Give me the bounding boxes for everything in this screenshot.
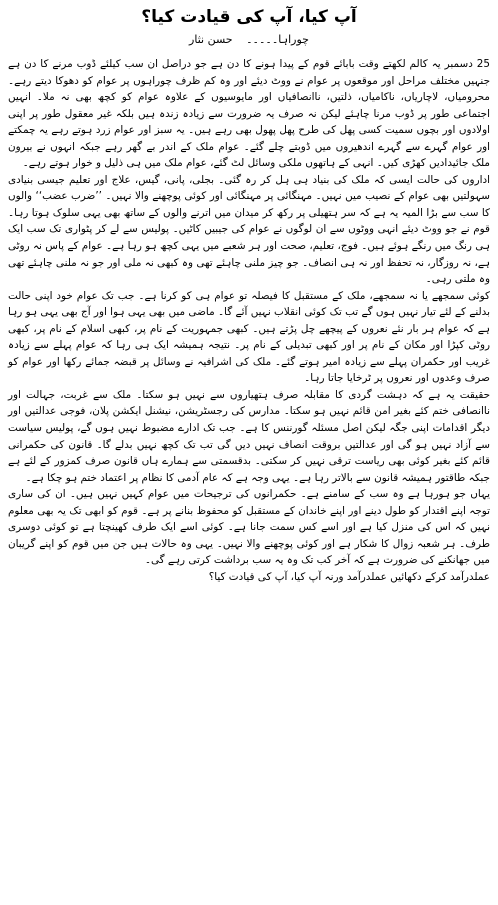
- byline: [8, 32, 490, 56]
- article-paragraph: یہاں جو ہورہا ہے وہ سب کے سامنے ہے۔ حکمرانوں کی ترجیحات میں عوام کہیں نہیں ہیں۔ ان کی ساری توجہ اپنے اقتدار کو طول دینے اور اپنے خاندان کے مستقبل کو محفوظ بنانے پر ہے۔ قوم کو ابھی تک یہ بھی معلوم نہیں کہ اس کی منزل کیا ہے اور اسے کس سمت جانا ہے۔ کوئی اسے ایک طرف کھینچتا ہے تو کوئی دوسری طرف۔ ہر شعبہ زوال کا شکار ہے اور کوئی پوچھنے والا نہیں۔ یہی وہ حالات ہیں جن میں قوم کو اپنے گریبان میں جھانکنے کی ضرورت ہے کہ آخر کب تک وہ یہ سب برداشت کرتی رہے گی۔: [8, 488, 490, 567]
- author-name: حسن نثار: [189, 33, 233, 46]
- article-paragraph: 25 دسمبر یہ کالم لکھتے وقت بابائے قوم کے پیدا ہونے کا دن ہے جو دراصل ان سب کیلئے ڈوب مرنے کا دن ہے جنہیں مختلف مراحل اور موقعوں پر عوام نے ووٹ دیئے اور وہ کم ظرف چوراہوں پر عوام کو دھوکا دیتے رہے۔ محرومیاں، لاچاریاں، ناکامیاں، ذلتیں، ناانصافیاں اور مایوسیوں کے علاوہ عوام کو کچھ بھی نہ ملا۔ انہیں اجتماعی طور پر ڈوب مرنا چاہئے لیکن نہ صرف یہ ضرورت سے زیادہ زندہ ہیں بلکہ غیر معقول طور پر اپنی اولادوں اور بچوں سمیت کسی پھل کی طرح پھل پھول بھی رہے ہیں۔ یہ سبز اور عوام زرد ہوتے رہے یہ چمکتے اور عوام گہرے سے گہرے اندھیروں میں ڈوبتے چلے گئے۔ عوام ملک کے اندر بے گھر رہے جبکہ انہوں نے بیرون ملک جائیدادیں کھڑی کیں۔ انہی کے ہاتھوں ملکی وسائل لٹ گئے، عوام ملک میں ہی ذلیل و خوار ہوتے رہے۔: [8, 58, 490, 170]
- article-closing-line: عملدرآمد کرکے دکھائیں عملدرآمد ورنہ آپ کیا، آپ کی قیادت کیا؟: [208, 570, 490, 583]
- article-title: آپ کیا، آپ کی قیادت کیا؟: [141, 7, 357, 27]
- article-paragraph: اداروں کی حالت ایسی کہ ملک کی بنیاد ہی ہل کر رہ گئی۔ بجلی، پانی، گیس، علاج اور تعلیم جیسی بنیادی سہولتیں بھی عوام کے نصیب میں نہیں۔ مہنگائی پر مہنگائی اور کوئی پوچھنے والا نہیں۔ ’’ضرب عضب‘‘ والوں کا سب سے بڑا المیہ یہ ہے کہ سر ہتھیلی پر رکھ کر میدان میں اترنے والوں کے ساتھ بھی یہی سلوک ہوتا رہا۔ قوم نے جو ووٹ دیئے انہی ووٹوں سے ان لوگوں نے عوام کی جیبیں کاٹیں۔ پولیس سے لے کر پٹواری تک سب ایک ہی رنگ میں رنگے ہوئے ہیں۔ فوج، تعلیم، صحت اور ہر شعبے میں یہی کچھ ہو رہا ہے۔ عوام کے پاس نہ روٹی ہے، نہ روزگار، نہ تحفظ اور نہ ہی انصاف۔ جو چیز ملنی چاہئے تھی وہ کبھی نہ ملی اور جو نہ ملنی چاہئے تھی وہ ملتی رہی۔: [8, 173, 490, 286]
- article-paragraph: حقیقت یہ ہے کہ دہشت گردی کا مقابلہ صرف ہتھیاروں سے نہیں ہو سکتا۔ ملک سے غربت، جہالت اور ناانصافی ختم کئے بغیر امن قائم نہیں ہو سکتا۔ مدارس کی رجسٹریشن، نیشنل ایکشن پلان، فوجی عدالتیں اور دیگر اقدامات اپنی جگہ لیکن اصل مسئلہ گورننس کا ہے۔ جب تک ادارے مضبوط نہیں ہوں گے، پولیس سیاست سے آزاد نہیں ہو گی اور عدالتیں بروقت انصاف نہیں دیں گی تب تک کچھ نہیں بدلے گا۔ قانون کی حکمرانی قائم کئے بغیر کوئی بھی ریاست ترقی نہیں کر سکتی۔ بدقسمتی سے ہمارے ہاں قانون صرف کمزور کے لئے ہے جبکہ طاقتور ہمیشہ قانون سے بالاتر رہا ہے۔ یہی وجہ ہے کہ عام آدمی کا نظام پر اعتماد ختم ہو چکا ہے۔: [8, 388, 490, 484]
- article-paragraph: کوئی سمجھے یا نہ سمجھے، ملک کے مستقبل کا فیصلہ تو عوام ہی کو کرنا ہے۔ جب تک عوام خود اپنی حالت بدلنے کے لئے تیار نہیں ہوں گے تب تک کوئی انقلاب نہیں آئے گا۔ ماضی میں بھی یہی ہوا اور آج بھی یہی ہو رہا ہے کہ عوام ہر بار نئے نعروں کے پیچھے چل پڑتے ہیں۔ کبھی جمہوریت کے نام پر، کبھی اسلام کے نام پر، کبھی روٹی کپڑا اور مکان کے نام پر اور کبھی تبدیلی کے نام پر۔ نتیجہ ہمیشہ ایک ہی رہا کہ عوام پہلے سے زیادہ غریب اور حکمران پہلے سے زیادہ امیر ہوتے گئے۔ ملک کی اشرافیہ نے وسائل پر قبضہ جمائے رکھا اور عوام کو صرف وعدوں اور نعروں پر ٹرخایا جاتا رہا۔: [8, 289, 490, 385]
- article-body: [8, 56, 490, 586]
- column-name: چوراہا۔۔۔۔۔: [246, 33, 309, 46]
